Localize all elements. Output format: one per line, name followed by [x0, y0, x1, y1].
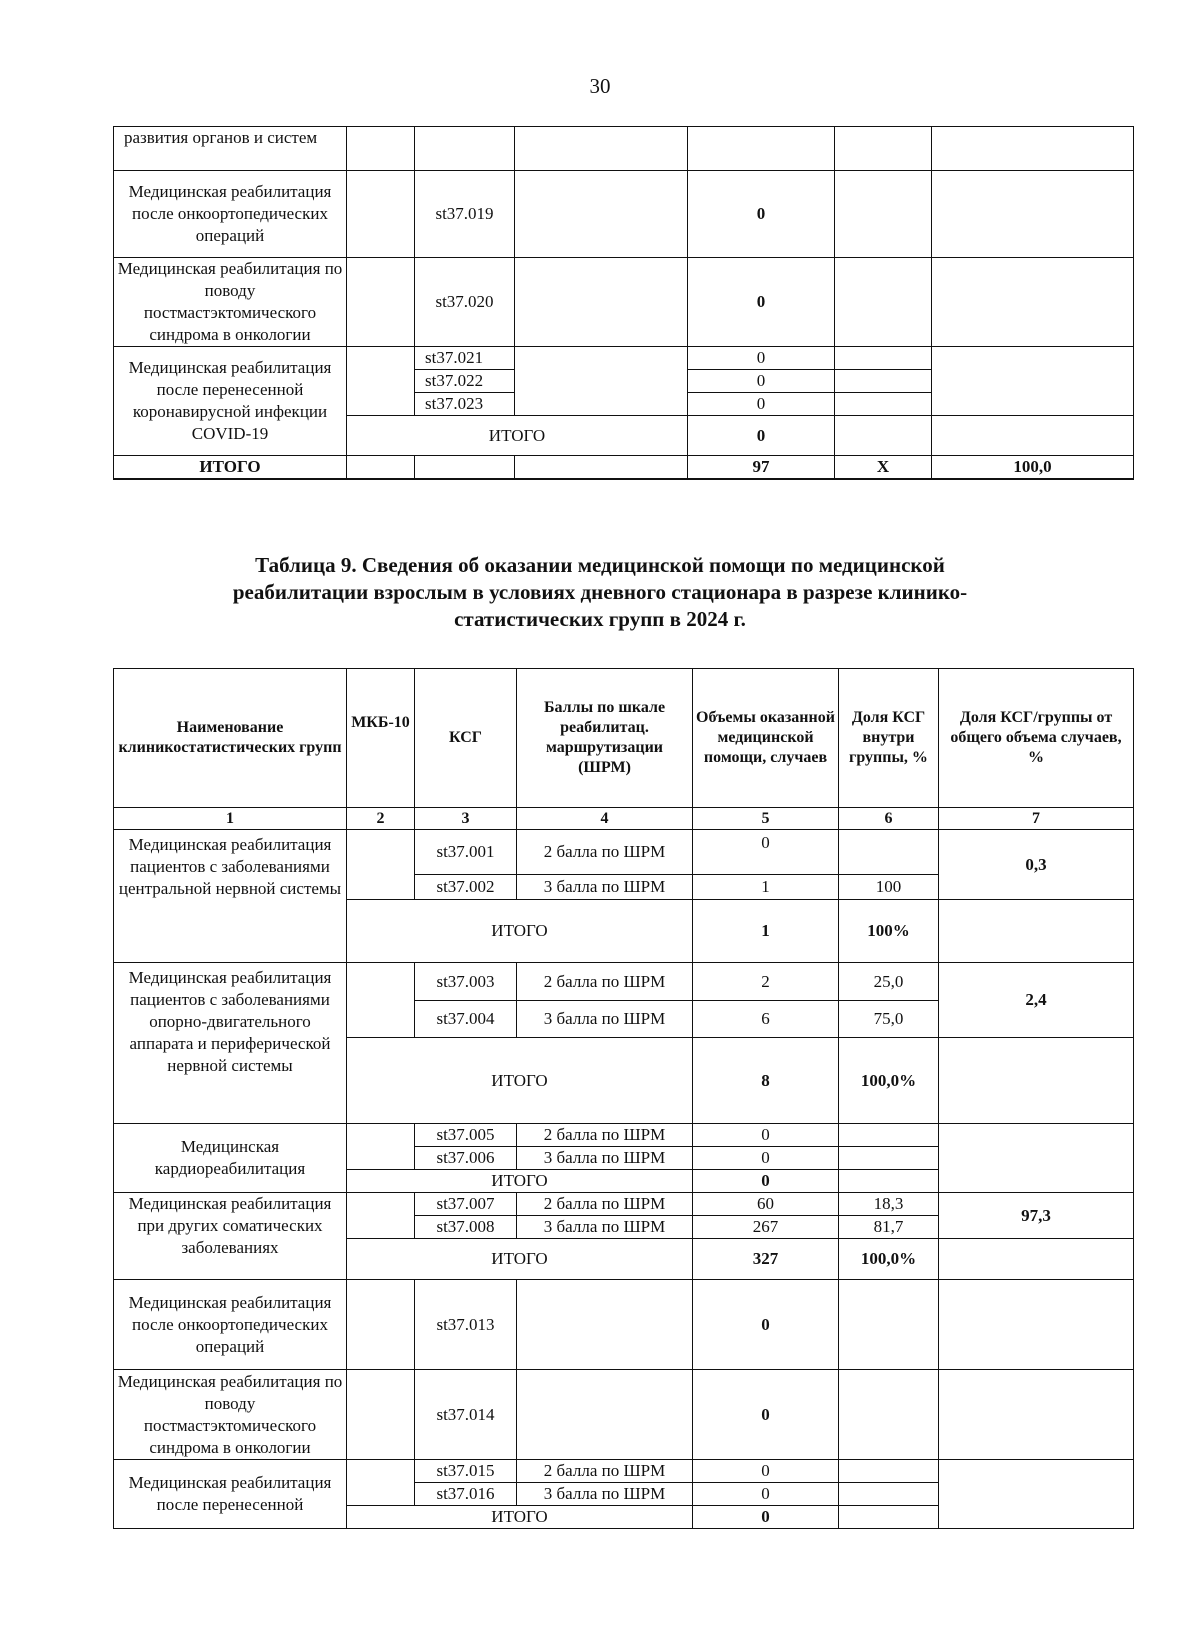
table-row: [114, 963, 1134, 1001]
ksg-cell: st37.004: [415, 1001, 517, 1038]
ksg-cell: st37.001: [415, 830, 517, 875]
share-cell: [839, 1124, 939, 1147]
ksg-cell: st37.020: [415, 258, 515, 347]
cases-cell: 0: [693, 1147, 839, 1170]
group-name-cell: Медицинская реабилитация после перенесенной коронавирусной инфекции COVID-19: [114, 347, 347, 456]
shrm-cell: 2 балла по ШРМ: [517, 830, 693, 875]
column-number: 4: [517, 808, 693, 830]
group-name-cell: Медицинская реабилитация по поводу постмастэктомического синдрома в онкологии: [114, 1370, 347, 1460]
subtotal-label: ИТОГО: [347, 1506, 693, 1529]
cases-cell: 1: [693, 875, 839, 900]
grand-total-share-in-group: Х: [835, 456, 932, 480]
cases-cell: 0: [693, 1370, 839, 1460]
shrm-cell: 2 балла по ШРМ: [517, 1460, 693, 1483]
subtotal-cases: 327: [693, 1239, 839, 1280]
ksg-cell: st37.013: [415, 1280, 517, 1370]
group-share-cell: 2,4: [939, 963, 1134, 1038]
table-row: [114, 127, 1134, 171]
column-number: 5: [693, 808, 839, 830]
cases-cell: 0: [693, 1460, 839, 1483]
ksg-cell: st37.003: [415, 963, 517, 1001]
cases-cell: 0: [693, 1124, 839, 1147]
subtotal-cases: 0: [688, 416, 835, 456]
subtotal-label: ИТОГО: [347, 416, 688, 456]
ksg-cell: st37.019: [415, 171, 515, 258]
group-share-cell: 0,3: [939, 830, 1134, 900]
shrm-cell: 3 балла по ШРМ: [517, 875, 693, 900]
column-number: 3: [415, 808, 517, 830]
shrm-cell: 3 балла по ШРМ: [517, 1147, 693, 1170]
table-row: [114, 1280, 1134, 1370]
ksg-cell: st37.005: [415, 1124, 517, 1147]
table-row: [114, 171, 1134, 258]
ksg-cell: st37.008: [415, 1216, 517, 1239]
table-row: [114, 1460, 1134, 1483]
ksg-cell: st37.002: [415, 875, 517, 900]
shrm-cell: 2 балла по ШРМ: [517, 1193, 693, 1216]
subtotal-cases: 0: [693, 1170, 839, 1193]
cases-cell: 0: [693, 830, 839, 875]
share-cell: 25,0: [839, 963, 939, 1001]
grand-total-cases: 97: [688, 456, 835, 480]
table-row: [114, 1193, 1134, 1216]
ksg-cell: st37.022: [415, 370, 515, 393]
caption-line: реабилитации взрослым в условиях дневного стационара в разрезе клинико-: [232, 580, 968, 604]
table-row: [114, 1370, 1134, 1460]
share-cell: 75,0: [839, 1001, 939, 1038]
subtotal-cases: 0: [693, 1506, 839, 1529]
column-number: 7: [939, 808, 1134, 830]
column-header: КСГ: [415, 669, 517, 808]
group-name-cell: развития органов и систем: [114, 127, 347, 171]
column-number-row: [114, 808, 1134, 830]
shrm-cell: 2 балла по ШРМ: [517, 963, 693, 1001]
table-row: [114, 830, 1134, 875]
subtotal-cases: 1: [693, 900, 839, 963]
cases-cell: 0: [693, 1280, 839, 1370]
ksg-cell: st37.006: [415, 1147, 517, 1170]
column-header: Наименование клиникостатистических групп: [114, 669, 347, 808]
subtotal-cases: 8: [693, 1038, 839, 1124]
column-number: 1: [114, 808, 347, 830]
shrm-cell: 3 балла по ШРМ: [517, 1001, 693, 1038]
column-header: Баллы по шкале реабилитац. маршрутизации (ШРМ): [517, 669, 693, 808]
cases-cell: 0: [688, 370, 835, 393]
grand-total-share: 100,0: [932, 456, 1134, 480]
cases-cell: 0: [688, 393, 835, 416]
subtotal-share: 100,0%: [839, 1038, 939, 1124]
subtotal-share: 100,0%: [839, 1239, 939, 1280]
column-header: МКБ-10: [347, 669, 415, 808]
group-name-cell: Медицинская реабилитация после онкоортопедических операций: [114, 1280, 347, 1370]
subtotal-label: ИТОГО: [347, 1239, 693, 1280]
ksg-cell: st37.021: [415, 347, 515, 370]
cases-cell: 60: [693, 1193, 839, 1216]
cases-cell: 0: [688, 258, 835, 347]
ksg-cell: st37.023: [415, 393, 515, 416]
share-cell: 100: [839, 875, 939, 900]
cases-cell: 6: [693, 1001, 839, 1038]
group-name-cell: Медицинская реабилитация после перенесенной: [114, 1460, 347, 1529]
ksg-cell: st37.014: [415, 1370, 517, 1460]
subtotal-label: ИТОГО: [347, 1038, 693, 1124]
group-name-cell: Медицинская кардиореабилитация: [114, 1124, 347, 1193]
caption-line: Таблица 9. Сведения об оказании медицинской помощи по медицинской: [255, 553, 945, 577]
ksg-cell: st37.016: [415, 1483, 517, 1506]
shrm-cell: 3 балла по ШРМ: [517, 1483, 693, 1506]
subtotal-share: [839, 1170, 939, 1193]
table-row: [114, 258, 1134, 347]
ksg-cell: st37.007: [415, 1193, 517, 1216]
grand-total-row: [114, 456, 1134, 480]
group-name-cell: Медицинская реабилитация по поводу постмастэктомического синдрома в онкологии: [114, 258, 347, 347]
share-cell: 18,3: [839, 1193, 939, 1216]
share-cell: [839, 1147, 939, 1170]
cases-cell: 0: [693, 1483, 839, 1506]
table-9: [113, 668, 1134, 1529]
table-9-caption: [150, 552, 1050, 633]
cases-cell: 0: [688, 171, 835, 258]
subtotal-label: ИТОГО: [347, 900, 693, 963]
shrm-cell: 2 балла по ШРМ: [517, 1124, 693, 1147]
caption-line: статистических групп в 2024 г.: [454, 607, 746, 631]
ksg-cell: st37.015: [415, 1460, 517, 1483]
column-header: Объемы оказанной медицинской помощи, случаев: [693, 669, 839, 808]
column-header: Доля КСГ внутри группы, %: [839, 669, 939, 808]
group-name-cell: Медицинская реабилитация при других соматических заболеваниях: [114, 1193, 347, 1280]
cases-cell: 0: [688, 347, 835, 370]
table-header-row: [114, 669, 1134, 808]
table-row: [114, 347, 1134, 370]
table-8-continuation: [113, 126, 1134, 480]
column-number: 2: [347, 808, 415, 830]
cases-cell: 267: [693, 1216, 839, 1239]
cases-cell: 2: [693, 963, 839, 1001]
subtotal-share: 100%: [839, 900, 939, 963]
group-name-cell: Медицинская реабилитация после онкоортопедических операций: [114, 171, 347, 258]
column-number: 6: [839, 808, 939, 830]
share-cell: [839, 830, 939, 875]
shrm-cell: 3 балла по ШРМ: [517, 1216, 693, 1239]
group-share-cell: 97,3: [939, 1193, 1134, 1239]
subtotal-label: ИТОГО: [347, 1170, 693, 1193]
share-cell: 81,7: [839, 1216, 939, 1239]
grand-total-label: ИТОГО: [114, 456, 347, 480]
group-name-cell: Медицинская реабилитация пациентов с заболеваниями опорно-двигательного аппарата и периферической нервной системы: [114, 963, 347, 1124]
group-name-cell: Медицинская реабилитация пациентов с заболеваниями центральной нервной системы: [114, 830, 347, 963]
page-number: 30: [589, 74, 611, 98]
column-header: Доля КСГ/группы от общего объема случаев, %: [939, 669, 1134, 808]
table-row: [114, 1124, 1134, 1147]
